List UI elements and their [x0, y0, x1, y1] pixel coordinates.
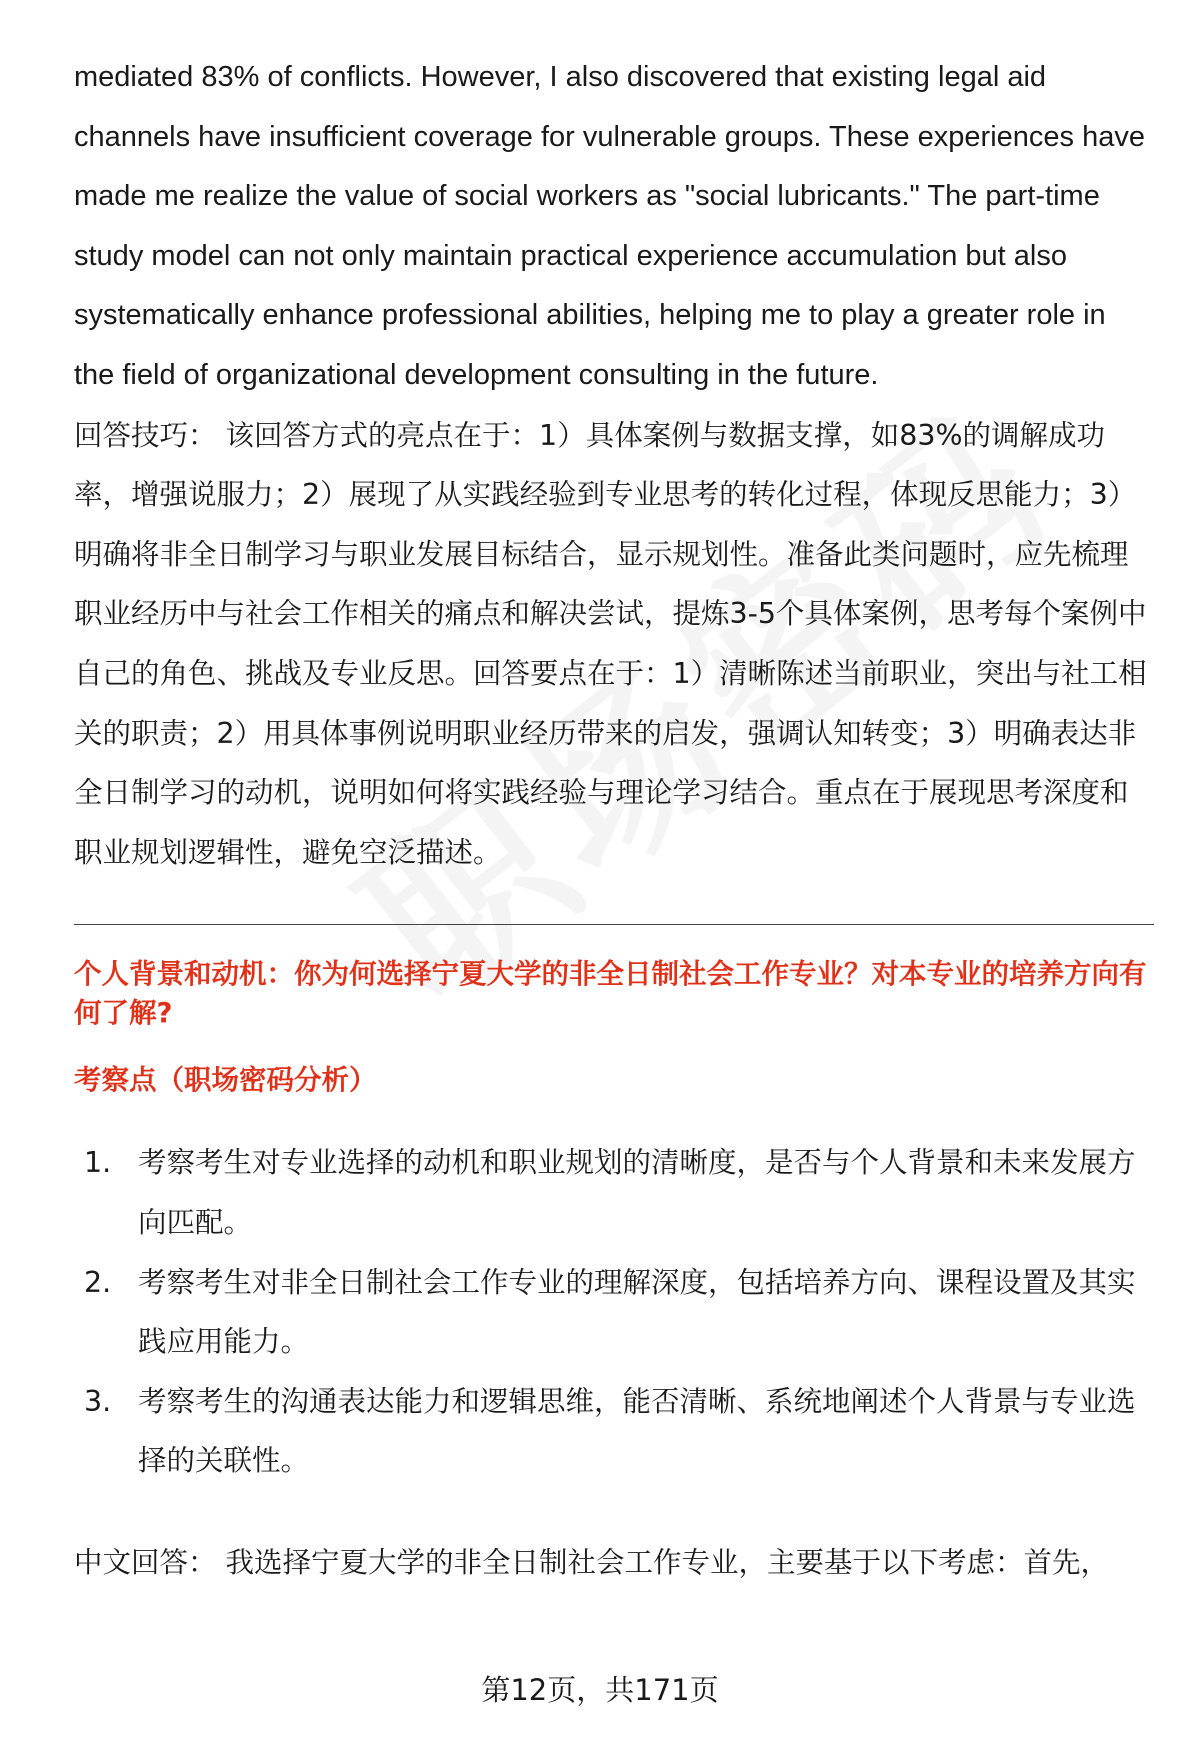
list-item-text: 考察考生对非全日制社会工作专业的理解深度，包括培养方向、课程设置及其实践应用能力。: [138, 1265, 1136, 1359]
section-divider: [74, 924, 1154, 925]
assessment-points-list: [74, 1133, 1154, 1491]
list-item-text: 考察考生的沟通表达能力和逻辑思维，能否清晰、系统地阐述个人背景与专业选择的关联性。: [138, 1384, 1136, 1478]
answer-tips-paragraph: 回答技巧： 该回答方式的亮点在于：1）具体案例与数据支撑，如83%的调解成功率，增强说服力；2）展现了从实践经验到专业思考的转化过程，体现反思能力；3）明确将非全日制学习与职业发展目标结合，显示规划性。准备此类问题时，应先梳理职业经历中与社会工作相关的痛点和解决尝试，提炼3-5个具体案例，思考每个案例中自己的角色、挑战及专业反思。回答要点在于：1）清晰陈述当前职业，突出与社工相关的职责；2）用具体事例说明职业经历带来的启发，强调认知转变；3）明确表达非全日制学习的动机，说明如何将实践经验与理论学习结合。重点在于展现思考深度和职业规划逻辑性，避免空泛描述。: [74, 418, 1147, 869]
document-body: [74, 48, 1154, 1621]
list-item-number: 2.: [84, 1265, 112, 1299]
page-number-footer: 第12页，共171页: [481, 1673, 719, 1707]
list-item-number: 3.: [84, 1384, 112, 1418]
list-item: [74, 1133, 1154, 1252]
list-item: [74, 1253, 1154, 1372]
question-subtitle: 考察点（职场密码分析）: [74, 1064, 377, 1097]
chinese-answer-paragraph: 中文回答： 我选择宁夏大学的非全日制社会工作专业，主要基于以下考虑：首先，: [74, 1545, 1110, 1579]
english-answer-paragraph: mediated 83% of conflicts. However, I also discovered that existing legal aid channels have insufficient coverage for vulnerable groups. These experiences have made me realize the value of social workers as "social lubricants." The part-time study model can not only maintain practical experience accumulation but also systematically enhance professional abilities, helping me to play a greater role in the field of organizational development consulting in the future.: [74, 61, 1145, 391]
list-item-text: 考察考生对专业选择的动机和职业规划的清晰度，是否与个人背景和未来发展方向匹配。: [138, 1146, 1136, 1239]
list-item-number: 1.: [84, 1146, 112, 1180]
question-title: 个人背景和动机：你为何选择宁夏大学的非全日制社会工作专业？对本专业的培养方向有何了解?: [74, 958, 1147, 1030]
list-item: [74, 1372, 1154, 1491]
